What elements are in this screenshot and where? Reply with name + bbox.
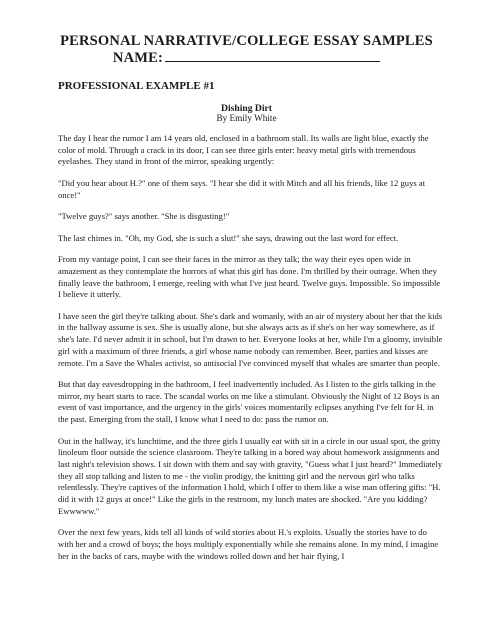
essay-title: Dishing Dirt [221, 103, 272, 114]
paragraph: "Twelve guys?" says another. "She is disgusting!" [58, 211, 230, 222]
name-blank-field [165, 50, 380, 62]
essay-body [58, 133, 444, 572]
name-label: NAME: [112, 50, 164, 66]
paragraph: The last chimes in. "Oh, my God, she is such a slut!" she says, drawing out the last word for effect. [58, 232, 399, 243]
paragraph: From my vantage point, I can see their faces in the mirror as they talk; the way their eyes open wide in amazement as they contemplate the horrors of what this girl has done. I'm thrilled by their outrage. When they finally leave the bathroom, I emerge, reeling with what I've just heard. Twelve guys. Impossible. So impossible I believe it utterly. [58, 254, 441, 300]
document-title: PERSONAL NARRATIVE/COLLEGE ESSAY SAMPLES [60, 33, 433, 49]
paragraph: "Did you hear about H.?" one of them says. "I hear she did it with Mitch and all his friends, like 12 guys at once!" [58, 177, 426, 200]
name-line [0, 50, 493, 66]
paragraph: But that day eavesdropping in the bathroom, I feel inadvertently included. As I listen to the girls talking in the mirror, my heart starts to race. The scandal works on me like a stimulant. Obviously the Night of 12 Boys is an event of vast importance, and the urgency in the girls' voices momentarily eclipses anything I've felt for H. in the past. Emerging from the stall, I know what I need to do: pass the rumor on. [58, 379, 440, 425]
section-heading: PROFESSIONAL EXAMPLE #1 [58, 80, 215, 92]
paragraph: The day I hear the rumor I am 14 years old, enclosed in a bathroom stall. Its walls are light blue, exactly the color of mold. Through a crack in its door, I can see three girls enter: heavy metal girls with tremendous eyelashes. They stand in front of the mirror, speaking urgently: [58, 133, 429, 167]
paragraph: Over the next few years, kids tell all kinds of wild stories about H.'s exploits. Usually the stories have to do with her and a crowd of boys; the boys multiply exponentially while she remains alone. In my mind, I imagine her in the backs of cars, maybe with the windows rolled down and her hair flying, I [58, 527, 439, 561]
paragraph: Out in the hallway, it's lunchtime, and the three girls I usually eat with sit in a circle in our usual spot, the gritty linoleum floor outside the science classroom. They're talking in a bored way about homework assignments and last night's television shows. I sit down with them and say with gravity, "Guess what I just heard?" Immediately they all stop talking and listen to me - the violin prodigy, the knitting girl and the nervous girl who talks relentlessly. They're captives of the information I hold, which I offer to them like a wise man offering gifts: "H. did it with 12 guys at once!" Like the girls in the restroom, my lunch mates are shocked. "Are you kidding? Ewwwww." [58, 435, 443, 516]
essay-author: By Emily White [216, 113, 277, 123]
paragraph: I have seen the girl they're talking about. She's dark and womanly, with an air of mystery about her that the kids in the hallway assume is sex. She is usually alone, but she always acts as if she's on her way somewhere, as if she's late. I'd never admit it in school, but I'm drawn to her. Everyone looks at her, while I'm a gloomy, invisible girl with a maximum of three friends, a girl whose name nobody can remember. Beer, parties and kisses are remote. I'm a Save the Whales activist, so antisocial I've convinced myself that whales are smarter than people. [58, 310, 443, 368]
